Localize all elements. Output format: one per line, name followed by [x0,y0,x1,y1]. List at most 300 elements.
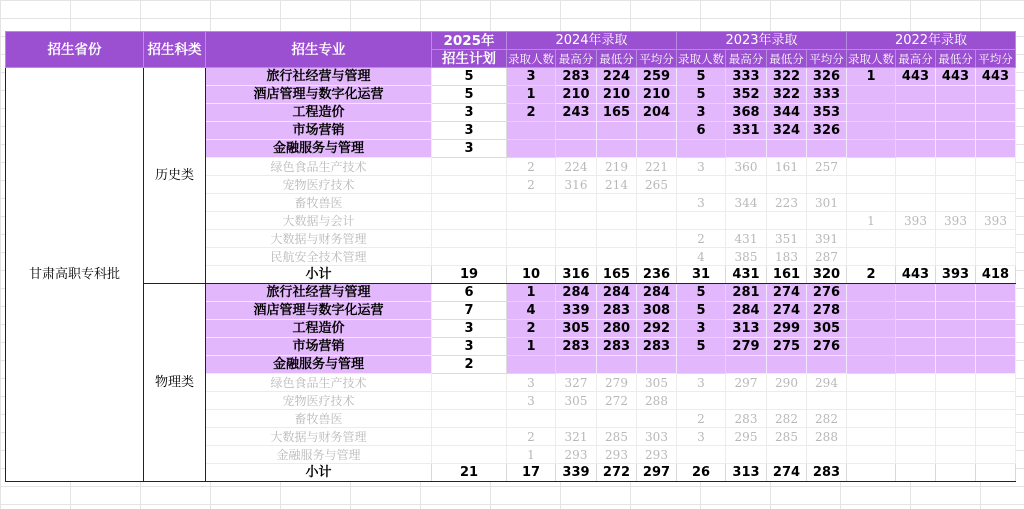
max-score-cell: 431 [726,230,767,248]
min-score-cell [936,194,976,212]
avg-score-cell: 308 [637,302,677,320]
max-score-cell [556,140,597,158]
header-sub-avg: 平均分 [807,50,847,68]
avg-score-cell [637,248,677,266]
count-cell: 5 [677,68,726,86]
count-cell: 1 [507,86,556,104]
min-score-cell [767,140,807,158]
max-score-cell [896,248,936,266]
avg-score-cell: 288 [807,428,847,446]
plan-cell: 2 [432,356,507,374]
plan-cell: 5 [432,68,507,86]
avg-score-cell: 276 [807,284,847,302]
min-score-cell [936,320,976,338]
max-score-cell: 327 [556,374,597,392]
avg-score-cell [807,212,847,230]
count-cell [507,248,556,266]
avg-score-cell: 391 [807,230,847,248]
avg-score-cell [637,194,677,212]
min-score-cell: 282 [767,410,807,428]
max-score-cell: 368 [726,104,767,122]
header-sub-avg: 平均分 [976,50,1016,68]
count-cell: 5 [677,338,726,356]
max-score-cell [896,230,936,248]
max-score-cell: 243 [556,104,597,122]
max-score-cell: 313 [726,464,767,482]
min-score-cell: 210 [597,86,637,104]
header-major: 招生专业 [206,32,432,68]
major-cell: 民航安全技术管理 [206,248,432,266]
count-cell: 1 [507,338,556,356]
count-cell [507,194,556,212]
category-cell: 历史类 [144,68,206,284]
major-cell: 宠物医疗技术 [206,176,432,194]
min-score-cell [936,122,976,140]
min-score-cell [936,356,976,374]
min-score-cell [936,410,976,428]
min-score-cell: 293 [597,446,637,464]
min-score-cell [936,158,976,176]
plan-cell [432,248,507,266]
max-score-cell [896,284,936,302]
min-score-cell [936,446,976,464]
max-score-cell [556,194,597,212]
max-score-cell: 321 [556,428,597,446]
max-score-cell [896,446,936,464]
avg-score-cell [807,446,847,464]
max-score-cell [726,140,767,158]
count-cell [677,212,726,230]
max-score-cell: 224 [556,158,597,176]
min-score-cell [936,428,976,446]
max-score-cell: 295 [726,428,767,446]
count-cell: 3 [677,158,726,176]
avg-score-cell: 393 [976,212,1016,230]
min-score-cell: 161 [767,158,807,176]
min-score-cell: 224 [597,68,637,86]
min-score-cell [597,248,637,266]
max-score-cell: 360 [726,158,767,176]
major-cell: 金融服务与管理 [206,140,432,158]
min-score-cell: 274 [767,302,807,320]
max-score-cell [556,248,597,266]
min-score-cell [597,356,637,374]
avg-score-cell [807,176,847,194]
avg-score-cell [807,140,847,158]
avg-score-cell [976,446,1016,464]
major-cell: 市场营销 [206,122,432,140]
min-score-cell [936,302,976,320]
avg-score-cell [976,410,1016,428]
count-cell [847,320,896,338]
count-cell [847,392,896,410]
max-score-cell: 283 [726,410,767,428]
header-sub-min: 最低分 [936,50,976,68]
max-score-cell [726,176,767,194]
max-score-cell [896,140,936,158]
min-score-cell: 284 [597,284,637,302]
max-score-cell: 305 [556,392,597,410]
avg-score-cell: 283 [807,464,847,482]
header-row-1 [6,32,1016,50]
header-sub-avg: 平均分 [637,50,677,68]
min-score-cell: 279 [597,374,637,392]
avg-score-cell [976,158,1016,176]
major-cell: 宠物医疗技术 [206,392,432,410]
major-cell: 金融服务与管理 [206,356,432,374]
count-cell: 17 [507,464,556,482]
count-cell: 4 [677,248,726,266]
max-score-cell: 333 [726,68,767,86]
avg-score-cell: 282 [807,410,847,428]
min-score-cell: 324 [767,122,807,140]
min-score-cell: 272 [597,392,637,410]
count-cell: 2 [507,320,556,338]
max-score-cell: 339 [556,464,597,482]
major-cell: 小计 [206,266,432,284]
count-cell [847,230,896,248]
count-cell [847,464,896,482]
max-score-cell [556,410,597,428]
avg-score-cell [976,302,1016,320]
avg-score-cell: 320 [807,266,847,284]
count-cell: 26 [677,464,726,482]
count-cell [847,284,896,302]
header-year-2023: 2023年录取 [677,32,847,50]
avg-score-cell [976,284,1016,302]
header-province: 招生省份 [6,32,144,68]
plan-cell: 6 [432,284,507,302]
plan-cell [432,194,507,212]
min-score-cell [767,212,807,230]
count-cell [847,158,896,176]
min-score-cell [767,446,807,464]
avg-score-cell: 283 [637,338,677,356]
min-score-cell: 165 [597,266,637,284]
count-cell [847,446,896,464]
avg-score-cell: 236 [637,266,677,284]
header-sub-max: 最高分 [556,50,597,68]
count-cell: 5 [677,284,726,302]
count-cell: 3 [677,104,726,122]
min-score-cell [936,464,976,482]
avg-score-cell [637,410,677,428]
header-plan-label: 招生计划 [432,50,507,68]
category-cell: 物理类 [144,284,206,482]
header-year-2022: 2022年录取 [847,32,1016,50]
plan-cell: 3 [432,140,507,158]
min-score-cell: 275 [767,338,807,356]
min-score-cell: 344 [767,104,807,122]
min-score-cell: 443 [936,68,976,86]
count-cell [677,446,726,464]
min-score-cell [767,392,807,410]
plan-cell [432,410,507,428]
max-score-cell: 283 [556,338,597,356]
count-cell: 3 [677,320,726,338]
min-score-cell [597,230,637,248]
count-cell: 10 [507,266,556,284]
plan-cell: 21 [432,464,507,482]
header-sub-min: 最低分 [767,50,807,68]
min-score-cell: 161 [767,266,807,284]
avg-score-cell [976,230,1016,248]
max-score-cell: 305 [556,320,597,338]
count-cell: 1 [507,284,556,302]
count-cell [677,356,726,374]
min-score-cell: 214 [597,176,637,194]
plan-cell: 3 [432,122,507,140]
max-score-cell: 297 [726,374,767,392]
min-score-cell: 290 [767,374,807,392]
avg-score-cell: 305 [637,374,677,392]
count-cell [847,248,896,266]
max-score-cell [896,122,936,140]
province-cell: 甘肃高职专科批 [6,68,144,482]
min-score-cell [597,122,637,140]
count-cell: 2 [507,428,556,446]
count-cell: 6 [677,122,726,140]
max-score-cell: 313 [726,320,767,338]
major-cell: 大数据与财务管理 [206,230,432,248]
avg-score-cell: 301 [807,194,847,212]
count-cell [847,302,896,320]
header-plan-year: 2025年 [432,32,507,50]
avg-score-cell: 259 [637,68,677,86]
plan-cell: 7 [432,302,507,320]
min-score-cell: 280 [597,320,637,338]
avg-score-cell [637,122,677,140]
count-cell: 3 [507,374,556,392]
max-score-cell [896,338,936,356]
avg-score-cell: 297 [637,464,677,482]
max-score-cell: 443 [896,266,936,284]
min-score-cell [936,140,976,158]
max-score-cell: 316 [556,266,597,284]
major-cell: 工程造价 [206,104,432,122]
min-score-cell: 272 [597,464,637,482]
table-row [6,284,1016,302]
max-score-cell: 279 [726,338,767,356]
major-cell: 酒店管理与数字化运营 [206,302,432,320]
max-score-cell: 331 [726,122,767,140]
min-score-cell: 165 [597,104,637,122]
admission-table [5,31,1016,482]
min-score-cell [936,86,976,104]
count-cell [847,140,896,158]
min-score-cell: 183 [767,248,807,266]
major-cell: 绿色食品生产技术 [206,374,432,392]
avg-score-cell: 353 [807,104,847,122]
min-score-cell [936,392,976,410]
table-row [6,68,1016,86]
max-score-cell: 393 [896,212,936,230]
count-cell: 1 [847,212,896,230]
min-score-cell [936,338,976,356]
min-score-cell [936,230,976,248]
max-score-cell: 316 [556,176,597,194]
min-score-cell [597,212,637,230]
major-cell: 市场营销 [206,338,432,356]
min-score-cell: 274 [767,284,807,302]
max-score-cell: 281 [726,284,767,302]
max-score-cell [556,356,597,374]
header-sub-max: 最高分 [726,50,767,68]
avg-score-cell [976,356,1016,374]
min-score-cell: 274 [767,464,807,482]
avg-score-cell [637,230,677,248]
major-cell: 金融服务与管理 [206,446,432,464]
avg-score-cell: 221 [637,158,677,176]
count-cell [507,410,556,428]
plan-cell: 5 [432,86,507,104]
plan-cell [432,230,507,248]
avg-score-cell [976,464,1016,482]
avg-score-cell: 210 [637,86,677,104]
avg-score-cell: 326 [807,68,847,86]
max-score-cell [726,392,767,410]
min-score-cell: 219 [597,158,637,176]
count-cell [677,392,726,410]
header-category: 招生科类 [144,32,206,68]
max-score-cell [896,158,936,176]
count-cell [847,122,896,140]
plan-cell [432,446,507,464]
max-score-cell [896,410,936,428]
count-cell [507,212,556,230]
count-cell [507,230,556,248]
count-cell [847,338,896,356]
count-cell [507,140,556,158]
count-cell: 3 [677,428,726,446]
major-cell: 旅行社经营与管理 [206,68,432,86]
max-score-cell [896,302,936,320]
avg-score-cell: 305 [807,320,847,338]
avg-score-cell [637,212,677,230]
avg-score-cell [976,320,1016,338]
max-score-cell: 344 [726,194,767,212]
max-score-cell [896,374,936,392]
max-score-cell: 431 [726,266,767,284]
major-cell: 畜牧兽医 [206,194,432,212]
avg-score-cell [637,140,677,158]
avg-score-cell: 303 [637,428,677,446]
min-score-cell [767,176,807,194]
max-score-cell [726,356,767,374]
count-cell: 2 [507,158,556,176]
avg-score-cell: 265 [637,176,677,194]
avg-score-cell: 292 [637,320,677,338]
count-cell: 4 [507,302,556,320]
avg-score-cell [976,428,1016,446]
plan-cell [432,374,507,392]
header-year-2024: 2024年录取 [507,32,677,50]
count-cell: 3 [677,374,726,392]
count-cell: 2 [847,266,896,284]
max-score-cell [896,86,936,104]
count-cell: 5 [677,302,726,320]
plan-cell [432,428,507,446]
avg-score-cell [976,392,1016,410]
avg-score-cell [976,176,1016,194]
count-cell [847,410,896,428]
max-score-cell [896,464,936,482]
avg-score-cell: 276 [807,338,847,356]
min-score-cell [597,194,637,212]
major-cell: 大数据与会计 [206,212,432,230]
max-score-cell: 283 [556,68,597,86]
avg-score-cell: 443 [976,68,1016,86]
plan-cell [432,176,507,194]
avg-score-cell [976,374,1016,392]
count-cell: 2 [507,176,556,194]
max-score-cell [726,446,767,464]
max-score-cell: 352 [726,86,767,104]
avg-score-cell [976,194,1016,212]
count-cell [507,356,556,374]
max-score-cell [896,320,936,338]
plan-cell: 3 [432,104,507,122]
major-cell: 畜牧兽医 [206,410,432,428]
plan-cell [432,158,507,176]
min-score-cell [936,104,976,122]
avg-score-cell: 333 [807,86,847,104]
min-score-cell: 223 [767,194,807,212]
max-score-cell [896,104,936,122]
max-score-cell: 443 [896,68,936,86]
avg-score-cell: 284 [637,284,677,302]
min-score-cell: 283 [597,338,637,356]
min-score-cell [936,176,976,194]
major-cell: 小计 [206,464,432,482]
count-cell [847,176,896,194]
plan-cell: 3 [432,320,507,338]
max-score-cell: 284 [556,284,597,302]
max-score-cell [726,212,767,230]
max-score-cell [556,212,597,230]
min-score-cell [597,140,637,158]
min-score-cell: 283 [597,302,637,320]
count-cell [847,86,896,104]
count-cell: 3 [507,392,556,410]
max-score-cell: 284 [726,302,767,320]
major-cell: 绿色食品生产技术 [206,158,432,176]
count-cell [847,374,896,392]
count-cell [847,356,896,374]
min-score-cell [767,356,807,374]
plan-cell: 19 [432,266,507,284]
count-cell [677,176,726,194]
avg-score-cell: 257 [807,158,847,176]
min-score-cell [936,284,976,302]
avg-score-cell: 418 [976,266,1016,284]
header-sub-count: 录取人数 [848,51,894,66]
avg-score-cell: 293 [637,446,677,464]
avg-score-cell [807,392,847,410]
count-cell: 31 [677,266,726,284]
avg-score-cell: 287 [807,248,847,266]
avg-score-cell [976,338,1016,356]
min-score-cell [597,410,637,428]
avg-score-cell: 326 [807,122,847,140]
major-cell: 工程造价 [206,320,432,338]
count-cell: 1 [847,68,896,86]
plan-cell [432,392,507,410]
count-cell: 3 [677,194,726,212]
plan-cell [432,212,507,230]
count-cell: 2 [507,104,556,122]
max-score-cell: 210 [556,86,597,104]
